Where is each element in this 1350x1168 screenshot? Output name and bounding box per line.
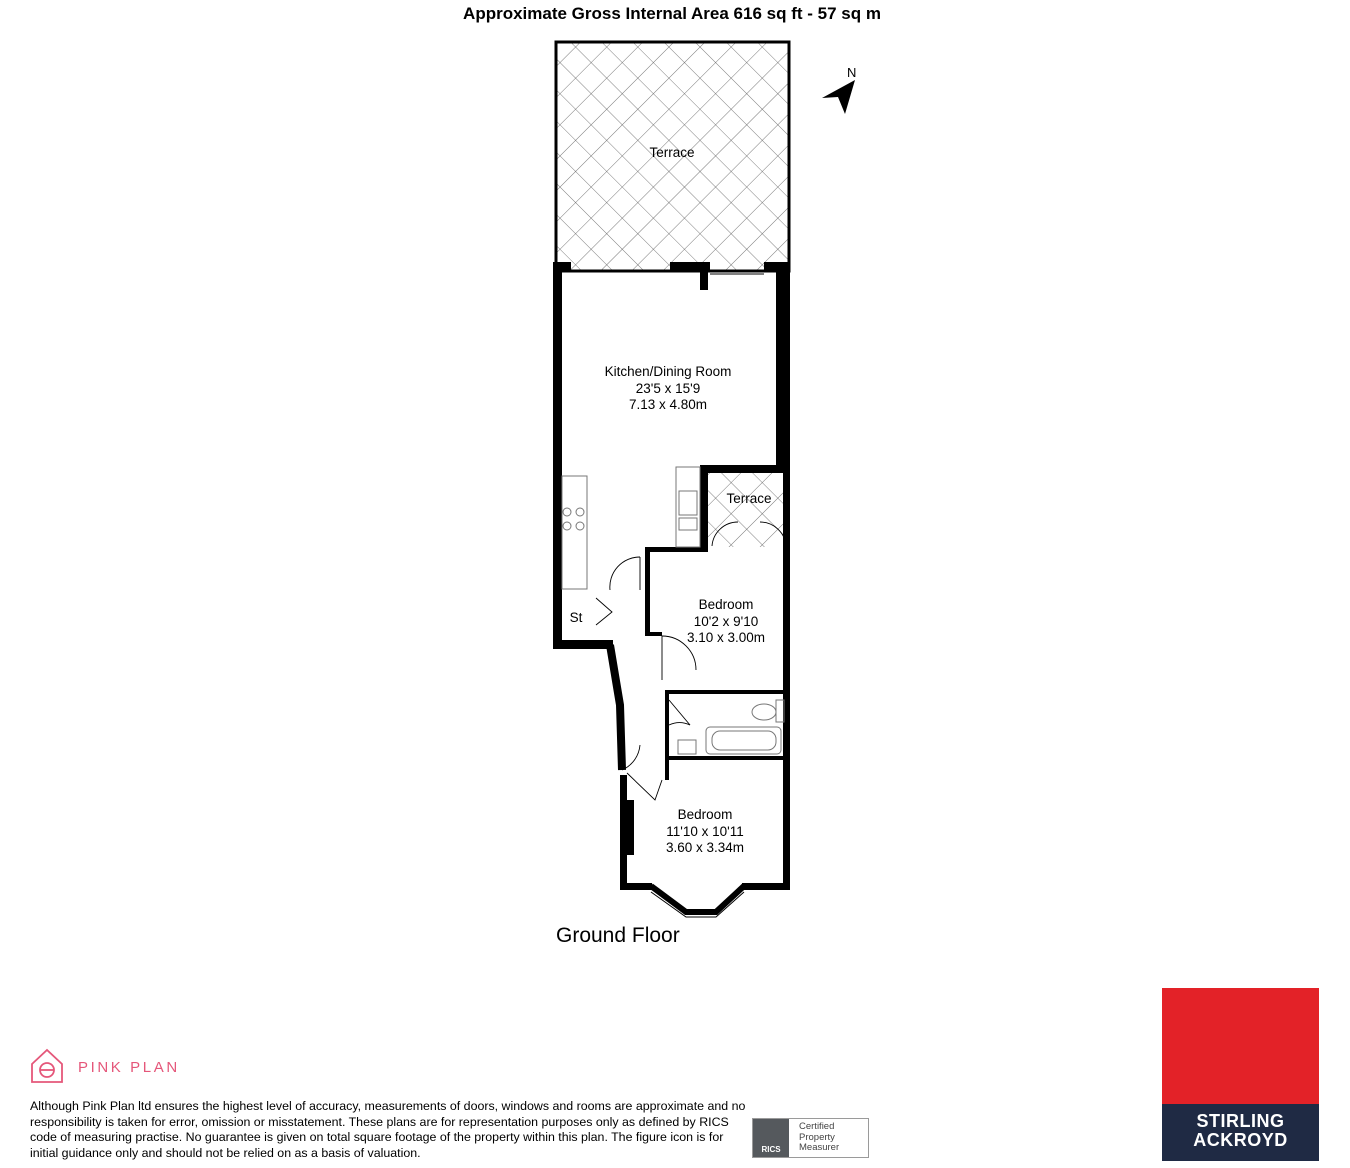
rics-line-2: Property bbox=[799, 1131, 835, 1143]
terrace-main-label: Terrace bbox=[649, 145, 695, 160]
rics-line-3: Measurer bbox=[799, 1142, 840, 1153]
kitchen-fittings bbox=[562, 467, 700, 589]
rics-line-1: Certified bbox=[799, 1121, 835, 1132]
terrace-small-label: Terrace bbox=[726, 491, 772, 506]
kitchen-dining-room-label: Kitchen/Dining Room 23'5 x 15'9 7.13 x 4.80m bbox=[604, 364, 732, 412]
floor-label: Ground Floor bbox=[556, 924, 680, 947]
brand-line-2: ACKROYD bbox=[1193, 1130, 1288, 1150]
gross-area-title: Approximate Gross Internal Area 616 sq ft - 57 sq m bbox=[463, 4, 881, 23]
bedroom-2-label: Bedroom 11'10 x 10'11 3.60 x 3.34m bbox=[665, 807, 745, 855]
stirling-ackroyd-logo bbox=[1162, 988, 1319, 1161]
bay-window bbox=[651, 886, 744, 917]
store-label: St bbox=[569, 610, 583, 625]
compass-north-label: N bbox=[847, 65, 857, 80]
brand-line-1: STIRLING bbox=[1196, 1111, 1285, 1131]
pink-plan-logo-icon bbox=[32, 1050, 62, 1082]
bathroom-fittings bbox=[678, 700, 784, 754]
disclaimer-text: Although Pink Plan ltd ensures the highest level of accuracy, measurements of doors, windows and rooms are approximate and no responsibility is taken for error, omission or misstatement. These plans are for representation purposes only as defined by RICS code of measuring practise. No guarantee is given on total square footage of the property within this plan. The figure icon is for initial guidance only and should not be relied on as a basis of valuation. bbox=[30, 1099, 746, 1160]
walls bbox=[553, 262, 790, 890]
bedroom-1-label: Bedroom 10'2 x 9'10 3.10 x 3.00m bbox=[686, 597, 766, 645]
corridor-wall bbox=[610, 645, 622, 770]
rics-mark-icon: RICS bbox=[753, 1119, 789, 1157]
compass-arrow-icon bbox=[822, 80, 855, 114]
terrace-small-area bbox=[708, 473, 788, 547]
rics-badge bbox=[752, 1118, 869, 1158]
pink-plan-name: PINK PLAN bbox=[78, 1059, 180, 1076]
